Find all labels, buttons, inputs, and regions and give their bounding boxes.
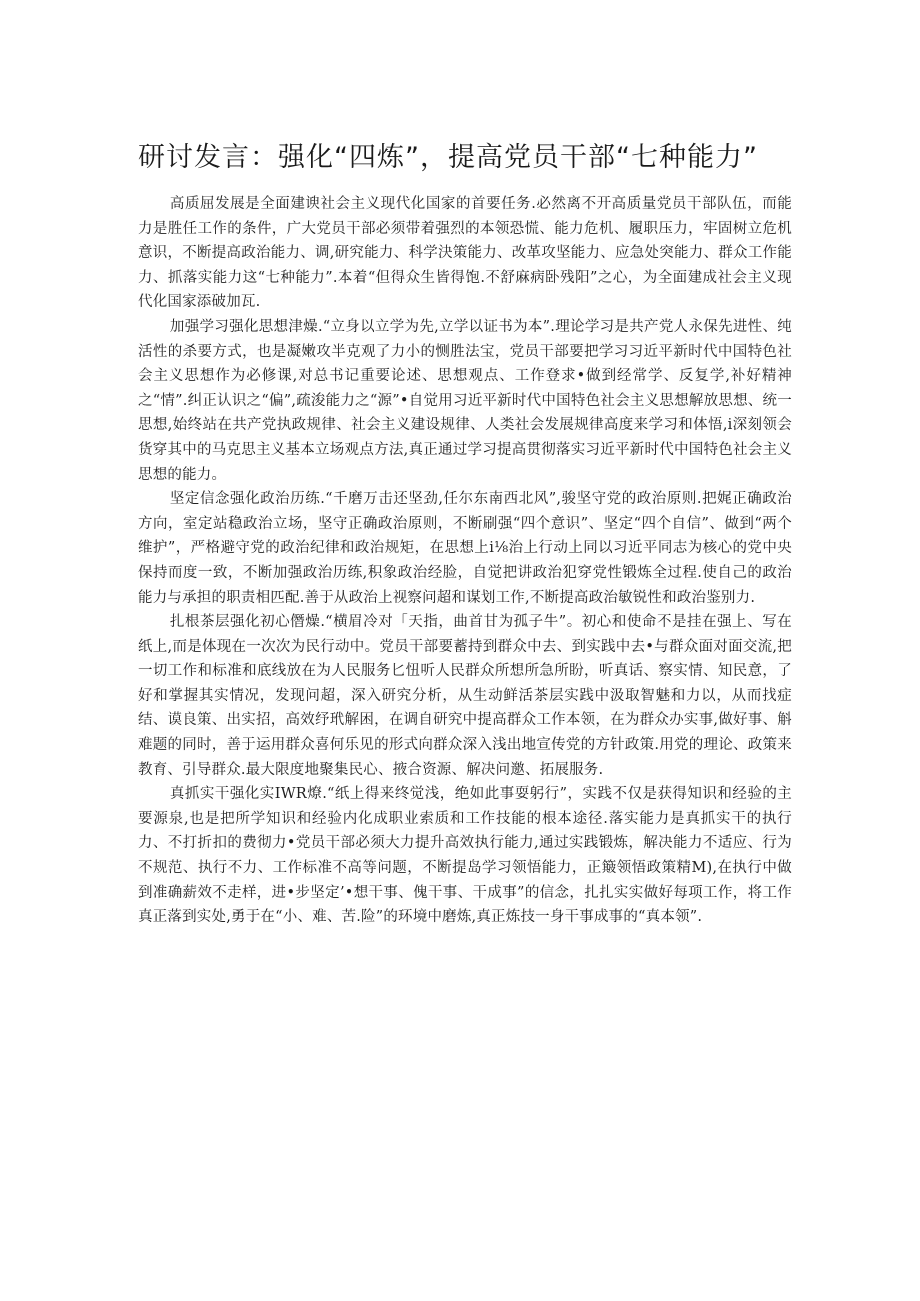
document-title: 研讨发言：强化“四炼”，提高党员干部“七种能力”: [138, 142, 758, 173]
paragraph-politics: 坚定信念强化政治历练.“千磨万击还坚劲,任尔东南西北风”,骏坚守党的政治原则.把娓正确政治方向，室定站稳政治立场，坚守正确政治原则，不断刷强“四个意识”、坚定“四个自信”、做到“两个维护”，严格避守党的政治纪律和政治规矩，在思想上i⅛治上行动上同以习近平同志为核心的党中央保持而度一致，不断加强政治历练,积象政治经脸，自觉把讲政治犯穿党性锻炼全过程.使自己的政治能力与承担的职责相匹配.善于从政治上视察问超和谋划工作,不断提高政治敏锐性和政治鉴别力.: [138, 491, 792, 606]
paragraph-practice: 真抓实干强化实IWR燎.“纸上得来终觉浅，绝如此事耍躬行”，实践不仅是获得知识和经验的主要源泉,也是把所学知识和经验内化成职业索质和工作技能的根本途径.落实能力是真抓实干的执行力、不打折扣的费彻力•党员干部必须大力提升高效执行能力,通过实践锻炼，解决能力不适应、行为不规范、执行不力、工作标准不高等问题，不断提岛学习领悟能力，正簸领悟政策精M),在执行中做到准确薪效不走样，进•步坚定’•想干事、傀干事、干成事”的信念，扎扎实实做好每项工作，将工作真正落到实处,勇于在“小、难、苦.险”的环境中磨炼,真正炼技一身干事成事的“真本领”.: [138, 786, 792, 926]
paragraph-grassroots: 扎根茶层强化初心僭燥.“横眉冷对「天指，曲首甘为孤子牛”。初心和使命不是挂在强上、写在纸上,而是体现在一次次为民行动中。党员干部要蓄持到群众中去、到实践中去•与群众面对面交流,把一切工作和标准和底线放在为人民服务匕忸听人民群众所想所急所盼，听真话、察实情、知民意，了好和掌握其实情况，发现问超，深入研究分析，从生动鲜活茶层实践中汲取智魅和力以，从而找症结、谟良策、出实招，高效纾玳解困，在调自研究中提高群众工作本领，在为群众办实事,做好事、斛难题的同时，善于运用群众喜何乐见的形式向群众深入浅出地宣传党的方针政策.用党的理论、政策来教育、引导群众.最大限度地聚集民心、掖合资源、解决问邀、拓展服务.: [138, 614, 792, 778]
paragraph-study: 加强学习强化思想津燥.“立身以立学为先,立学以证书为本”.理论学习是共产党人永保先进性、纯活性的杀要方式，也是凝嫩攻半克观了力小的恻胜法宝，党员干部要把学习习近平新时代中国特色社会主义思想作为必修课,对总书记重要论述、思想观点、工作登求•做到经常学、反复学,补好精神之“情”.纠正认识之“偏”,疏浚能力之“源”•自觉用习近平新时代中国特色社会主义思想解放思想、统一思想,始终站在共产党执政规律、社会主义建设规律、人类社会发展规律高度来学习和体悟,i深刻领会货穿其中的马克思主义基本立场观点方法,真正通过学习提高贯彻落实习近平新时代中国特色社会主义思想的能力。: [138, 318, 792, 483]
paragraph-intro: 高质屈发展是全面建谀社会主义现代化国家的首要任务.必然离不开高质量党员干部队伍，而能力是胜任工作的条件，广大党员干部必须带着强烈的本领恐慌、能力危机、履职压力，牢固树立危机意识，不断提高政治能力、调,研究能力、科学決策能力、改革攻坚能力、应急处突能力、群众工作能力、抓落实能力这“七种能力”.本着“但得众生皆得饱.不舒麻病卧残阳”之心，为全面建成社会主义现代化国家添破加瓦.: [138, 196, 792, 311]
document-body: [138, 192, 792, 930]
